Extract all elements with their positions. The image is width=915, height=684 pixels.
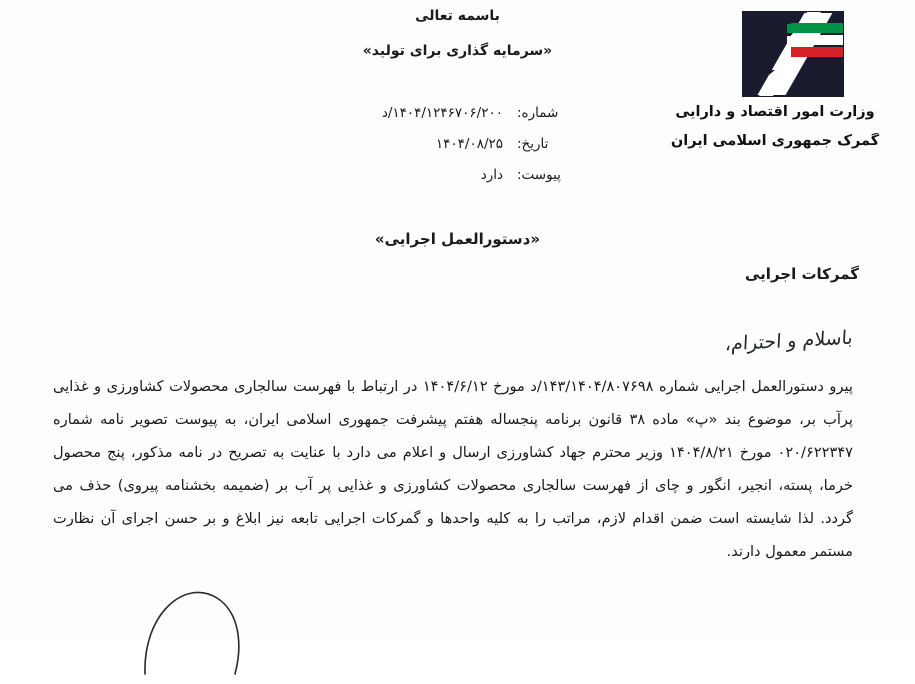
document-addressee: گمرکات اجرایی — [745, 265, 859, 283]
meta-row-attachment — [319, 160, 579, 191]
meta-row-number — [319, 98, 579, 129]
ministry-emblem-icon — [741, 10, 845, 98]
signature-arc-icon — [135, 564, 255, 684]
body-paragraph: پیرو دستورالعمل اجرایی شماره ۱۴۳/۱۴۰۴/۸۰۷۶۹۸/د مورخ ۱۴۰۴/۶/۱۲ در ارتباط با فهرست سالجاری محصولات کشاورزی و غذایی پرآب بر، موضوع بند «پ» ماده ۳۸ قانون برنامه پنجساله هفتم پیشرفت جمهوری اسلامی ایران، به پیوست تصویر نامه شماره ۰۲۰/۶۲۲۳۴۷ مورخ ۱۴۰۴/۸/۲۱ وزیر محترم جهاد کشاورزی ارسال و اعلام می دارد با عنایت به تصریح در نامه مذکور، پنج محصول خرما، پسته، انجیر، انگور و چای از فهرست سالجاری محصولات کشاورزی و غذایی پر آب بر (ضمیمه بخشنامه پیروی) حذف می گردد. لذا شایسته است ضمن اقدام لازم، مراتب را به کلیه واحدها و گمرکات اجرایی تابعه نیز ابلاغ و بر حسن اجرای آن نظارت مستمر معمول دارند. — [53, 378, 854, 560]
organization-line-2: گمرک جمهوری اسلامی ایران — [670, 133, 880, 149]
meta-label-number: شماره: — [517, 105, 559, 121]
handwritten-salutation: باسلام و احترام، — [724, 326, 854, 356]
meta-value-number: ۱۴۰۴/۱۲۴۶۷۰۶/۲۰۰/د — [381, 105, 503, 121]
meta-label-attachment: پیوست: — [517, 167, 561, 183]
document-meta-block — [319, 98, 579, 191]
meta-value-date: ۱۴۰۴/۰۸/۲۵ — [435, 136, 503, 152]
slogan-text: «سرمایه گذاری برای تولید» — [362, 43, 553, 59]
document-body — [53, 370, 853, 568]
meta-row-date — [319, 129, 579, 160]
meta-label-date: تاریخ: — [517, 136, 549, 152]
document-title: «دستورالعمل اجرایی» — [374, 230, 541, 248]
meta-value-attachment: دارد — [480, 167, 503, 183]
organization-line-1: وزارت امور اقتصاد و دارایی — [675, 104, 875, 120]
basmala-text: باسمه تعالی — [415, 8, 500, 24]
